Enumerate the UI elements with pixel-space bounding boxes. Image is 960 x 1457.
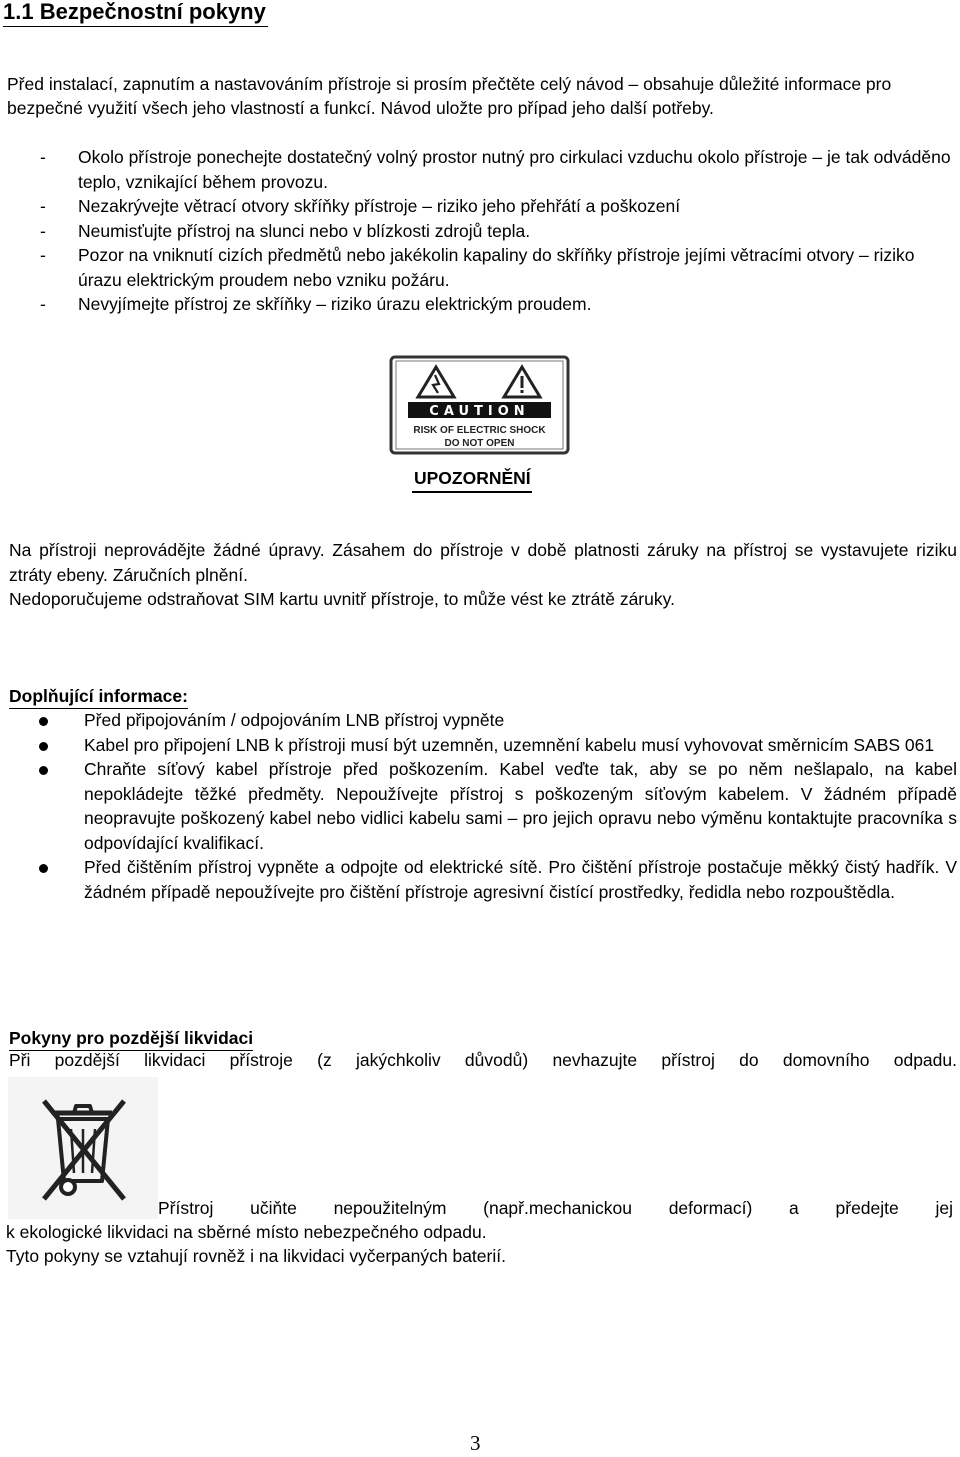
- additional-info-item: Chraňte síťový kabel přístroje před poškozením. Kabel veďte tak, aby se po něm nešlapalo, na kabel nepokládejte těžké předměty. Nepoužívejte přístroj s poškozeným síťovým kabelem. V žádném případě neopravujte poškozený kabel nebo vidlici kabelu sami – pro jejich opravu nebo výměnu kontaktujte pracovníka s odpovídající kvalifikací.: [9, 757, 957, 855]
- disposal-text-1: Při pozdější likvidaci přístroje (z jakýchkoliv důvodů) nevhazujte přístroj do domovního odpadu.: [9, 1050, 957, 1070]
- warning-text-2: Nedoporučujeme odstraňovat SIM kartu uvnitř přístroje, to může vést ke ztrátě záruky.: [9, 589, 675, 609]
- additional-info-item: Před čištěním přístroj vypněte a odpojte od elektrické sítě. Pro čištění přístroje postačuje měkký čistý hadřík. V žádném případě nepoužívejte pro čištění přístroje agresivní čistící prostředky, ředidla nebo rozpouštědla.: [9, 855, 957, 904]
- crossed-out-bin-icon: [8, 1077, 158, 1219]
- disposal-heading: Pokyny pro pozdější likvidaci: [9, 1026, 253, 1051]
- safety-item: - Pozor na vniknutí cizích předmětů nebo jakékolin kapaliny do skříňky přístroje jejími větracími otvory – riziko úrazu elektrickým proudem nebo vzniku požáru.: [40, 245, 915, 290]
- safety-item: - Neumisťujte přístroj na slunci nebo v blízkosti zdrojů tepla.: [7, 219, 953, 244]
- page-number: 3: [470, 1431, 481, 1455]
- dash-bullet: -: [40, 245, 46, 265]
- disposal-text-4: Tyto pokyny se vztahují rovněž i na likvidaci vyčerpaných baterií.: [6, 1246, 506, 1266]
- dash-bullet: -: [40, 147, 46, 167]
- dash-bullet: -: [40, 294, 46, 314]
- additional-info-heading: Doplňující informace:: [9, 684, 188, 709]
- caution-line-1: RISK OF ELECTRIC SHOCK: [413, 425, 546, 436]
- caution-word: CAUTION: [429, 404, 530, 419]
- bullet-dot-icon: [39, 766, 48, 775]
- disposal-text-2: Přístroj učiňte nepoužitelným (např.mechanickou deformací) a předejte jej: [158, 1198, 953, 1218]
- bullet-dot-icon: [39, 742, 48, 751]
- additional-info-list: [9, 708, 957, 904]
- dash-bullet: -: [40, 220, 46, 241]
- intro-paragraph: Před instalací, zapnutím a nastavováním přístroje si prosím přečtěte celý návod – obsahuje důležité informace pro bezpečné využití všech jeho vlastností a funkcí. Návod uložte pro případ jeho další potřeby.: [7, 74, 892, 118]
- additional-info-item: Před připojováním / odpojováním LNB přístroj vypněte: [9, 708, 957, 733]
- safety-item: - Okolo přístroje ponechejte dostatečný volný prostor nutný pro cirkulaci vzduchu okolo přístroje – je tak odváděno teplo, vznikající během provozu.: [40, 147, 951, 192]
- page-title: 1.1 Bezpečnostní pokyny: [3, 0, 268, 27]
- caution-line-2: DO NOT OPEN: [444, 438, 515, 449]
- safety-item: - Nezakrývejte větrací otvory skříňky přístroje – riziko jeho přehřátí a poškození: [7, 194, 953, 219]
- dash-bullet: -: [40, 196, 46, 216]
- bullet-dot-icon: [39, 864, 48, 873]
- disposal-text-3: k ekologické likvidaci na sběrné místo nebezpečného odpadu.: [6, 1222, 487, 1242]
- warning-text-1: Na přístroji neprovádějte žádné úpravy. Zásahem do přístroje v době platnosti záruky na přístroj se vystavujete riziku ztráty ebeny. Záručních plnění.: [9, 540, 957, 585]
- caution-label-icon: [388, 355, 571, 455]
- safety-list: [7, 145, 953, 317]
- additional-info-item: Kabel pro připojení LNB k přístroji musí být uzemněn, uzemnění kabelu musí vyhovovat směrnicím SABS 061: [9, 733, 957, 758]
- safety-item: - Nevyjímejte přístroj ze skříňky – riziko úrazu elektrickým proudem.: [7, 292, 953, 317]
- warning-heading: UPOZORNĚNÍ: [412, 466, 532, 493]
- bullet-dot-icon: [39, 717, 48, 726]
